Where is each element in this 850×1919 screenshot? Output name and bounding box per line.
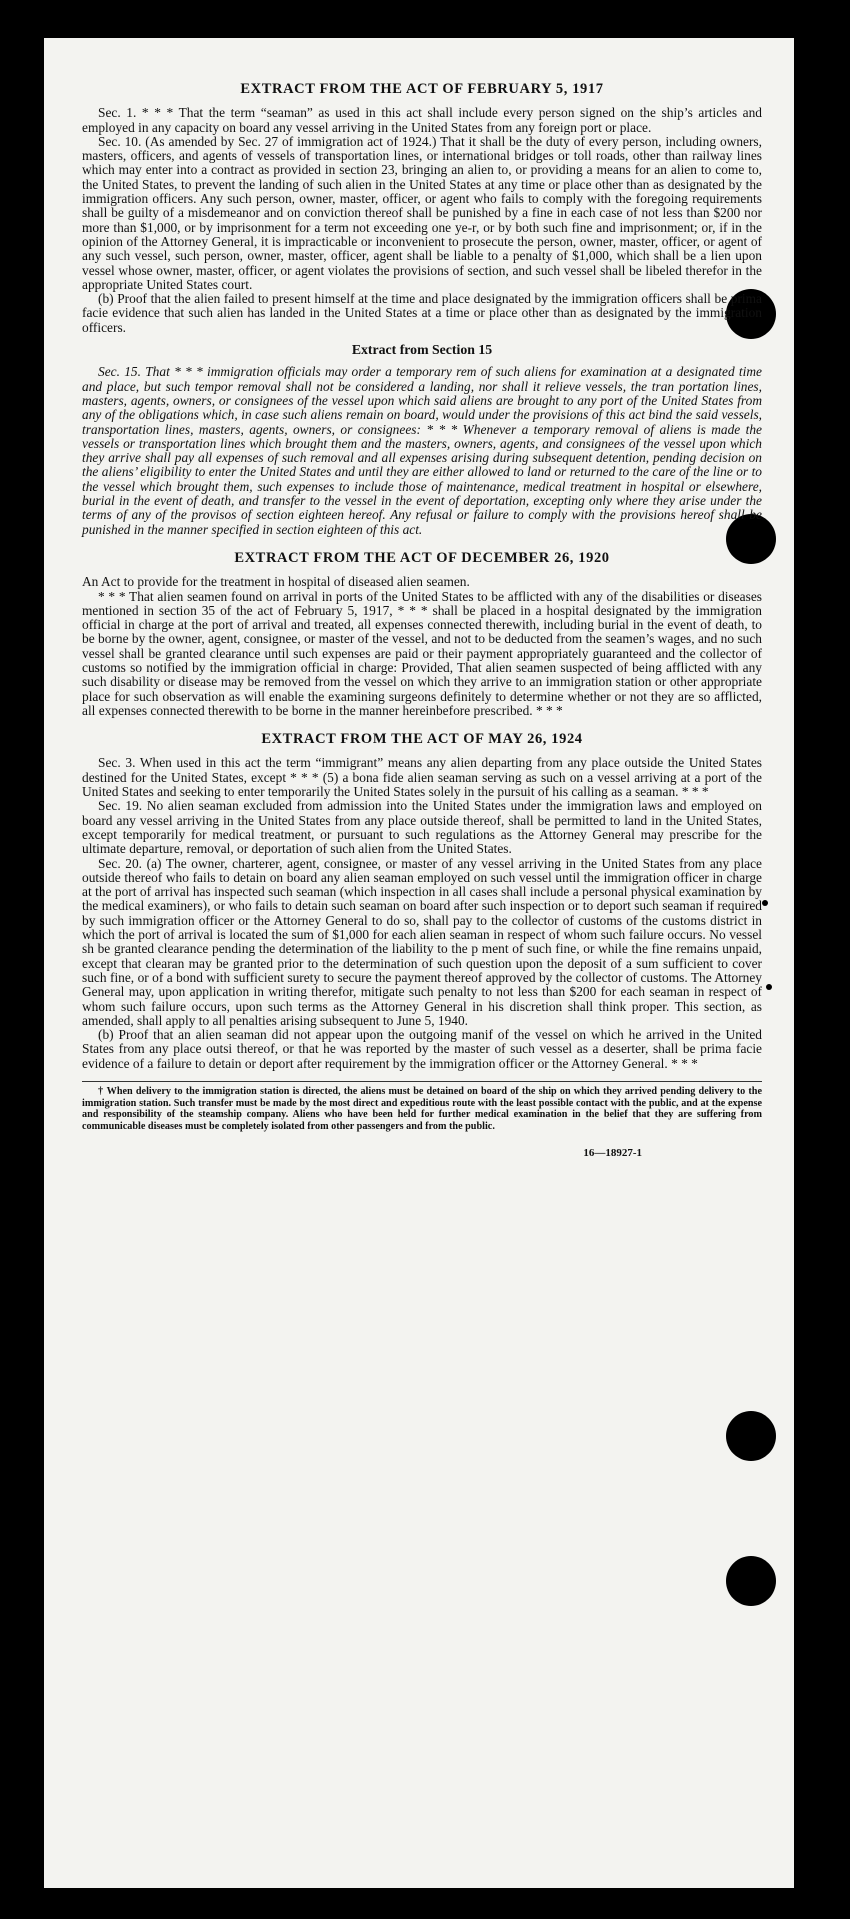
- act-1920-intro: An Act to provide for the treatment in hospital of diseased alien seamen.: [82, 574, 470, 590]
- act-1920-paragraph: * * * That alien seamen found on arrival in ports of the United States to be afflicted with any of the disabilities or diseases mentioned in section 35 of the act of February 5, 1917, * * * shall be placed in a hospital designated by the immigration official in charge at the port of arrival and treated, all expenses connected therewith, including burial in the event of death, to be borne by the owner, agent, consignee, or master of the vessel, and not to be deducted from the seamen’s wages, and no such vessel shall be granted clearance until such expenses are paid or their payment appropriately guaranteed and the collector of customs so notified by the immigration official in charge: Provided, That alien seamen suspected of being afflicted with any such disability or disease may be removed from the vessel on which they arrive to an immigration station or other appropriate place for such observation as will enable the examining surgeons definitely to determine whether or not they are so afflicted, all expenses connected therewith to be borne in the manner hereinbefore prescribed. * * *: [82, 588, 762, 718]
- section-19-paragraph: Sec. 19. No alien seaman excluded from admission into the United States under the immigration laws and employed on board any vessel arriving in the United States from any place outside thereof, shall be permitted to land in the United States, except temporarily for medical treatment, or pursuant to such regulations as the Attorney General may prescribe for the ultimate departure, removal, or deportation of such alien from the United States.: [82, 798, 762, 857]
- speck-2: [766, 984, 772, 990]
- footnote-divider: [82, 1081, 762, 1082]
- footnote-text: † When delivery to the immigration station is directed, the aliens must be detained on board of the ship on which they arrived pending delivery to the immigration station. Such transfer must be made by the most direct and expeditious route with the least possible contact with the public, and at the expense and responsibility of the steamship company. Aliens who have been held for further medical examination in the belief that they are suffering from communicable diseases must be completely isolated from other passengers and from the public.: [82, 1086, 762, 1132]
- section-20b-paragraph: (b) Proof that an alien seaman did not appear upon the outgoing manif of the vessel on which he arrived in the United States from any place outsi thereof, or that he was reported by the master of such vessel as a deserter, shall be prima facie evidence of a failure to detain or deport after requirement by the immigration officer or the Attorney General. * * *: [82, 1027, 762, 1071]
- punch-hole-3: [726, 1411, 776, 1461]
- heading-section-15: Extract from Section 15: [351, 342, 493, 358]
- punch-hole-4: [726, 1556, 776, 1606]
- form-code: 16—18927-1: [583, 1147, 642, 1159]
- section-3-paragraph: Sec. 3. When used in this act the term “immigrant” means any alien departing from any place outside the United States destined for the United States, except * * * (5) a bona fide alien seaman serving as such on a vessel arriving at a port of the United States and seeking to enter temporarily the United States solely in the pursuit of his calling as a seaman. * * *: [82, 755, 762, 800]
- section-20-paragraph: Sec. 20. (a) The owner, charterer, agent, consignee, or master of any vessel arriving in the United States from any place outside thereof who fails to detain on board any alien seaman employed on such vessel until the immigration officer in charge at the port of arrival has inspected such seaman (which inspection in all cases shall include a personal physical examination by the medical examiners), or who fails to detain such seaman on board after such inspection or to deport such seaman if required by such immigration officer or the Attorney General to do so, shall pay to the collector of customs of the customs district in which the port of arrival is located the sum of $1,000 for each alien seaman in respect of whom such failure occurs. No vessel sh be granted clearance pending the determination of the liability to the p ment of such fine, or while the fine remains unpaid, except that clearan may be granted prior to the determination of such question upon the deposit of a sum sufficient to cover such fine, or of a bond with sufficient surety to secure the payment thereof approved by the collector of customs. The Attorney General may, upon application in writing therefor, mitigate such penalty to not less than $200 for each seaman in respect of whom such failure occurs, upon such terms as the Attorney General in his discretion shall think proper. This section, as amended, shall apply to all penalties arising subsequent to June 5, 1940.: [82, 855, 762, 1028]
- subsection-b-paragraph: (b) Proof that the alien failed to present himself at the time and place designated by the immigration officers shall be prima facie evidence that such alien has landed in the United States at a time or place other than as designated by the immigration officers.: [82, 291, 762, 335]
- section-1-paragraph: Sec. 1. * * * That the term “seaman” as used in this act shall include every person signed on the ship’s articles and employed in any capacity on board any vessel arriving in the United States from any foreign port or place.: [82, 105, 762, 135]
- heading-act-1917: EXTRACT FROM THE ACT OF FEBRUARY 5, 1917: [240, 81, 604, 97]
- document-body: [82, 82, 762, 1160]
- section-10-paragraph: Sec. 10. (As amended by Sec. 27 of immigration act of 1924.) That it shall be the duty of every person, including owners, masters, officers, and agents of vessels of transportation lines, or international bridges or toll roads, other than railway lines which may enter into a contract as provided in section 23, bringing an alien to, or providing a means for an alien to come to, the United States, to prevent the landing of such alien in the United States at any time or place other than as designated by the immigration officers. Any such person, owner, master, officer, or agent who fails to comply with the foregoing requirements shall be guilty of a misdemeanor and on conviction thereof shall be punished by a fine in each case of not less than $200 nor more than $1,000, or by imprisonment for a term not exceeding one ye‐r, or by both such fine and imprisonment; or, if in the opinion of the Attorney General, it is impracticable or inconvenient to prosecute the person, owner, master, officer, or agent of any such vessel, such person, owner, master, officer, agent shall be liable to a penalty of $1,000, which shall be a lien upon vessel whose owner, master, officer, or agent violates the provisions of section, and such vessel shall be libeled therefor in the appropriate United States court.: [82, 133, 762, 292]
- heading-act-1924: EXTRACT FROM THE ACT OF MAY 26, 1924: [261, 731, 583, 748]
- speck-1: [762, 900, 768, 906]
- document-page: [44, 38, 794, 1888]
- section-15-paragraph: Sec. 15. That * * * immigration officials may order a temporary rem of such aliens for examination at a designated time and place, but such tempor removal shall not be considered a landing, nor shall it relieve vessels, the tran portation lines, masters, agents, owners, or consignees of the vessel upon which said aliens are brought to any port of the United States from any of the obligations which, in case such aliens remain on board, would under the provisions of this act bind the said vessels, transportation lines, masters, agents, owners, or consignees: * * * Whenever a temporary removal of aliens is made the vessels or transportation lines which brought them and the masters, owners, agents, and consignees of the vessel upon which they arrive shall pay all expenses of such removal and all expenses arising during subsequent detention, pending decision on the aliens’ eligibility to enter the United States and until they are either allowed to land or returned to the care of the line or to the vessel which brought them, such expenses to include those of maintenance, medical treatment in hospital or elsewhere, burial in the event of death, and transfer to the vessel in the event of deportation, excepting only where they arise under the terms of any of the provisos of section eighteen hereof. Any refusal or failure to comply with the provisions hereof shall be punished in the manner specified in section eighteen of this act.: [82, 364, 762, 537]
- heading-act-1920: EXTRACT FROM THE ACT OF DECEMBER 26, 1920: [234, 549, 610, 566]
